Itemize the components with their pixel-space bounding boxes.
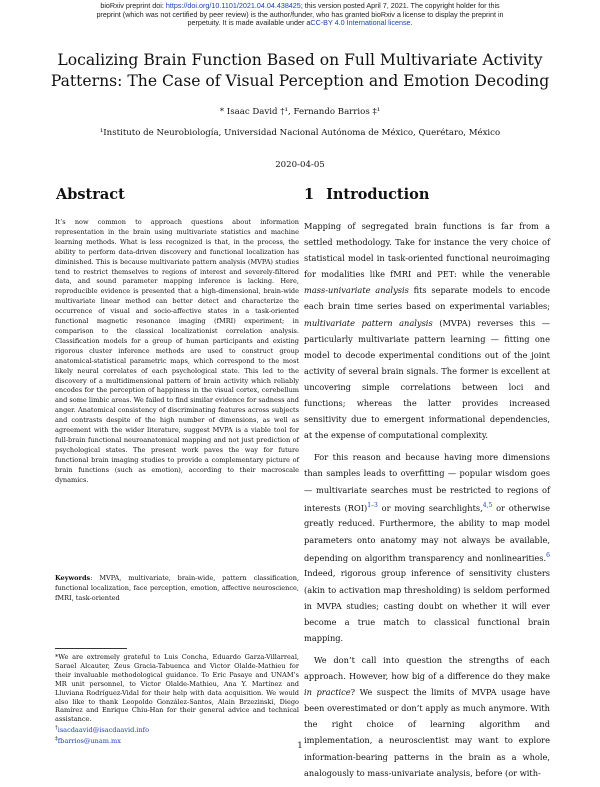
intro-paragraph-2 (304, 449, 550, 646)
introduction-heading (304, 186, 429, 203)
ddagger-email-link[interactable]: fbarrios@unam.mx (57, 737, 121, 746)
citation-ref[interactable]: 6 (546, 551, 550, 559)
p1-emphasis-2: multivariate pattern analysis (304, 317, 433, 328)
keywords (55, 574, 299, 604)
dagger-mark: † (55, 725, 58, 732)
footnote-dagger (55, 724, 299, 735)
footnote-acknowledgements: *We are extremely grateful to Luis Concha, Eduardo Garza-Villarreal, Sarael Alcauter, Zeus Gracia-Tabuenca and Victor Olalde-Mathieu for their invaluable methodological guidance. To Eric Pasaye and UNAM’s MR unit personnel, to Victor Olalde-Mathieu, Ana Y. Martínez and Lluviana Rodríguez-Vidal for their help with data acquisition. We would also like to thank Leopoldo González-Santos, Alain Brzezinski, Diego Ramírez and Enrique Chiu-Han for their general advice and technical assistance. (55, 653, 299, 724)
intro-paragraph-1 (304, 218, 550, 443)
abstract-heading: Abstract (56, 186, 125, 203)
dagger-email-link[interactable]: isacdaavid@isacdaavid.info (57, 726, 150, 735)
license-link[interactable]: CC-BY 4.0 International license (310, 18, 411, 28)
paper-date: 2020-04-05 (275, 160, 325, 170)
author-list: * Isaac David †¹, Fernando Barrios ‡¹ (219, 107, 381, 117)
section-title: Introduction (326, 186, 430, 203)
p2-text-b: or moving searchlights, (377, 502, 483, 513)
p2-text-a: For this reason and because having more dimensions than samples leads to overfitting — popular wisdom goes — multivariate searches must be restricted to regions of interests (ROI) (304, 452, 550, 513)
preprint-mid: ; this version posted April 7, 2021. The copyright holder for this preprint (which was not certified by peer review) is the author/funder, who has granted bioRxiv a license to display the preprint in perpetuity. It is made available under a (96, 1, 504, 28)
affiliation: ¹Instituto de Neurobiología, Universidad Nacional Autónoma de México, Querétaro, México (99, 128, 501, 138)
preprint-suffix: . (410, 18, 413, 28)
p2-text-d: Indeed, rigorous group inference of sensitivity clusters (akin to activation map thresholding) is seldom performed in MVPA studies; casting doubt on whether it will ever become a true match to classical functional brain mapping. (304, 568, 550, 643)
keywords-text: : MVPA, multivariate, brain-wide, pattern classification, functional localization, face perception, emotion, affective neuroscience, fMRI, task-oriented (55, 574, 299, 602)
p2-text-c: or otherwise greatly reduced. Furthermore, the ability to map model parameters onto anatomy may not always be available, depending on algorithm transparency and nonlinearities. (304, 502, 550, 563)
ddagger-mark: ‡ (55, 736, 58, 743)
citation-ref[interactable]: 1–3 (367, 501, 378, 509)
footnote-rule (55, 648, 127, 649)
section-number: 1 (304, 186, 315, 203)
p1-text-c: (MVPA) reverses this — particularly multivariate pattern learning — fitting one model to decode experimental conditions out of the joint activity of several brain signals. The former is excellent at uncovering simple correlations between loci and functions; whereas the latter provides increased sensitivity due to emergent informational dependencies, at the expense of computational complexity. (304, 317, 550, 441)
keywords-label: Keywords (55, 574, 91, 582)
intro-paragraph-3 (304, 652, 550, 781)
p3-text-b: ? We suspect the limits of MVPA usage have been overestimated or don’t apply as much anymore. With the right choice of learning algorithm and implementation, a neuroscientist may want to explore information-bearing patterns in the brain as a whole, analogously to mass-univariate analysis, before (or with- (304, 687, 550, 778)
preprint-prefix: bioRxiv preprint doi: (100, 1, 166, 10)
p3-text-a: We don’t call into question the strengths of each approach. However, how big of a difference do they make (304, 654, 550, 682)
p1-text-a: Mapping of segregated brain functions is far from a settled methodology. Take for instance the very choice of statistical model in task-oriented functional neuroimaging for modalities like fMRI and PET: while the venerable (304, 221, 550, 280)
abstract-text: It’s now common to approach questions about information representation in the brain using multivariate statistics and machine learning methods. What is less recognized is that, in the process, the ability to perform data-driven discovery and functional localization has diminished. This is because multivariate pattern analysis (MVPA) studies tend to restrict themselves to regions of interest and severely-filtered data, and sound parameter mapping inference is lacking. Here, reproducible evidence is presented that a high-dimensional, brain-wide multivariate linear method can better detect and characterize the occurrence of visual and socio-affective states in a task-oriented functional magnetic resonance imaging (fMRI) experiment; in comparison to the classical localizationist correlation analysis. Classification models for a group of human participants and existing rigorous cluster inference methods are used to construct group anatomical-statistical parametric maps, which correspond to the most likely neural correlates of each psychological state. This led to the discovery of a multidimensional pattern of brain activity which reliably encodes for the perception of happiness in the visual cortex, cerebellum and some limbic areas. We failed to find similar evidence for sadness and anger. Anatomical consistency of discriminating features across subjects and contrasts despite of the high number of dimensions, as well as agreement with the wider literature, suggest MVPA is a viable tool for full-brain functional neuroanatomical mapping and not just prediction of psychological states. The present work paves the way for future functional brain imaging studies to provide a complementary picture of brain functions (such as emotion), according to their macroscale dynamics. (55, 218, 299, 484)
doi-link[interactable]: https://doi.org/10.1101/2021.04.04.438425 (165, 1, 301, 10)
footnotes (55, 653, 299, 746)
p3-emphasis: in practice (304, 687, 351, 698)
page-number: 1 (297, 741, 303, 751)
preprint-notice (95, 2, 505, 28)
p1-text-b: fits separate models to encode each brain time series based on experimental variables; (304, 285, 550, 312)
citation-ref[interactable]: 4,5 (482, 501, 493, 509)
p1-emphasis-1: mass-univariate analysis (304, 285, 409, 296)
introduction-body (304, 218, 550, 787)
paper-title: Localizing Brain Function Based on Full Multivariate Activity Patterns: The Case of Visual Perception and Emotion Decoding (50, 51, 550, 90)
